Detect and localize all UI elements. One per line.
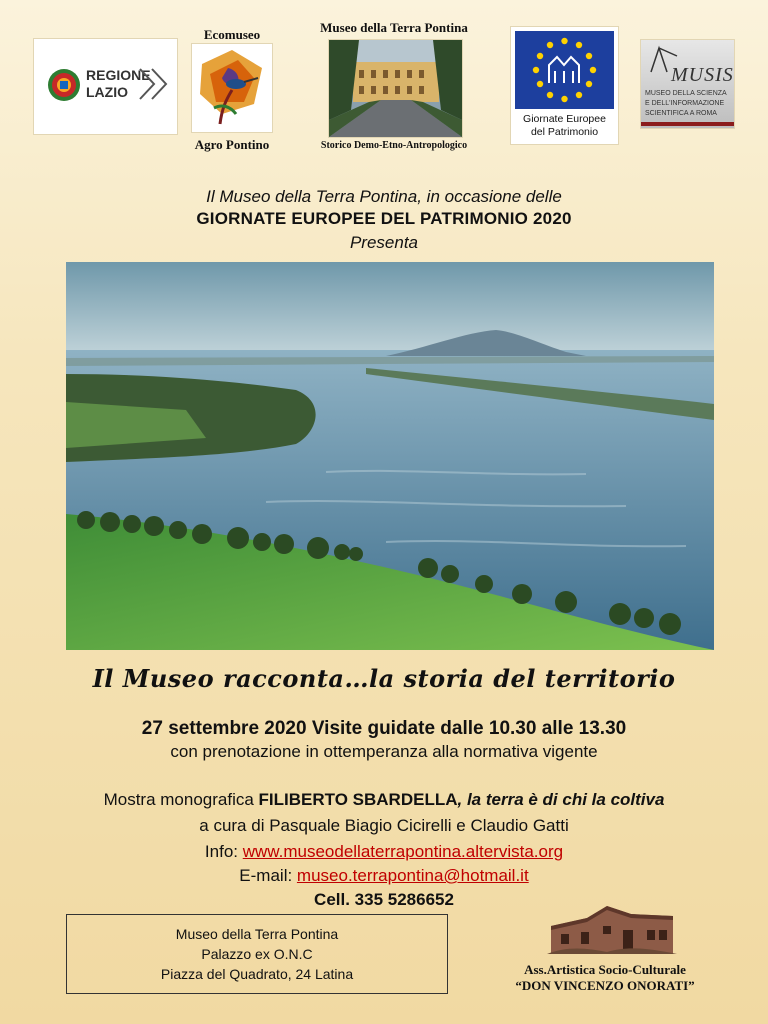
phone-line: Cell. 335 5286652 <box>314 890 454 909</box>
giornate-logo-line2: del Patrimonio <box>530 126 599 138</box>
musis-red-band <box>641 122 734 126</box>
address-line2: Palazzo ex O.N.C <box>201 946 313 962</box>
address-box <box>66 914 448 994</box>
musis-logo-title: MUSIS <box>671 64 734 86</box>
museo-caption-bottom: Storico Demo-Etno-Antropologico <box>320 140 468 151</box>
landscape-photo <box>66 262 714 650</box>
musis-logo-line3: SCIENTIFICA A ROMA <box>645 110 717 117</box>
exhibit-prefix: Mostra monografica <box>103 790 259 809</box>
address-line3: Piazza del Quadrato, 24 Latina <box>160 966 354 982</box>
info-label: Info: <box>204 842 243 861</box>
email-label: E-mail: <box>239 866 297 885</box>
ecomuseo-logo <box>192 44 272 132</box>
tagline: Il Museo racconta…la storia del territorio <box>92 664 676 693</box>
association-line2: “DON VINCENZO ONORATI” <box>515 978 695 993</box>
giornate-logo-line1: Giornate Europee <box>523 113 606 125</box>
event-date-line: 27 settembre 2020 Visite guidate dalle 10.30 alle 13.30 <box>141 718 627 739</box>
regione-lazio-emblem-icon <box>46 67 82 103</box>
ecomuseo-caption-bottom: Agro Pontino <box>194 137 270 152</box>
regione-lazio-logo <box>34 39 177 134</box>
exhibit-artist: FILIBERTO SBARDELLA <box>258 790 458 809</box>
regione-arrow-icon <box>138 67 170 101</box>
ecomuseo-bird-icon <box>192 44 272 132</box>
museo-building-image <box>329 40 462 137</box>
event-headline: GIORNATE EUROPEE DEL PATRIMONIO 2020 <box>196 209 572 228</box>
email-line <box>0 866 768 886</box>
museo-caption-top: Museo della Terra Pontina <box>320 20 468 35</box>
info-line <box>0 842 768 862</box>
musis-logo <box>641 40 734 128</box>
eu-flag-icon <box>515 31 614 109</box>
regione-logo-line1: REGIONE <box>86 67 151 83</box>
museo-building-photo <box>329 40 462 137</box>
ecomuseo-caption-top: Ecomuseo <box>203 27 261 42</box>
association-line1: Ass.Artistica Socio-Culturale <box>524 962 686 977</box>
exhibit-title: , la terra è di chi la coltiva <box>457 790 665 809</box>
presenta-line: Presenta <box>349 233 419 252</box>
association-farmhouse-image <box>547 896 677 956</box>
musis-logo-line2: E DELL'INFORMAZIONE <box>645 100 725 107</box>
booking-line: con prenotazione in ottemperanza alla normativa vigente <box>170 742 598 761</box>
intro-line: Il Museo della Terra Pontina, in occasione delle <box>206 187 562 206</box>
email-link[interactable]: museo.terrapontina@hotmail.it <box>296 866 529 885</box>
regione-logo-line2: LAZIO <box>86 84 128 100</box>
musis-logo-line1: MUSEO DELLA SCIENZA <box>645 90 727 97</box>
address-line1: Museo della Terra Pontina <box>175 926 339 942</box>
website-link[interactable]: www.museodellaterrapontina.altervista.org <box>242 842 564 861</box>
curators-line: a cura di Pasquale Biagio Cicirelli e Claudio Gatti <box>199 816 569 835</box>
exhibit-line <box>0 790 768 810</box>
giornate-europee-logo <box>511 27 618 144</box>
lake-landscape-image <box>66 262 714 650</box>
